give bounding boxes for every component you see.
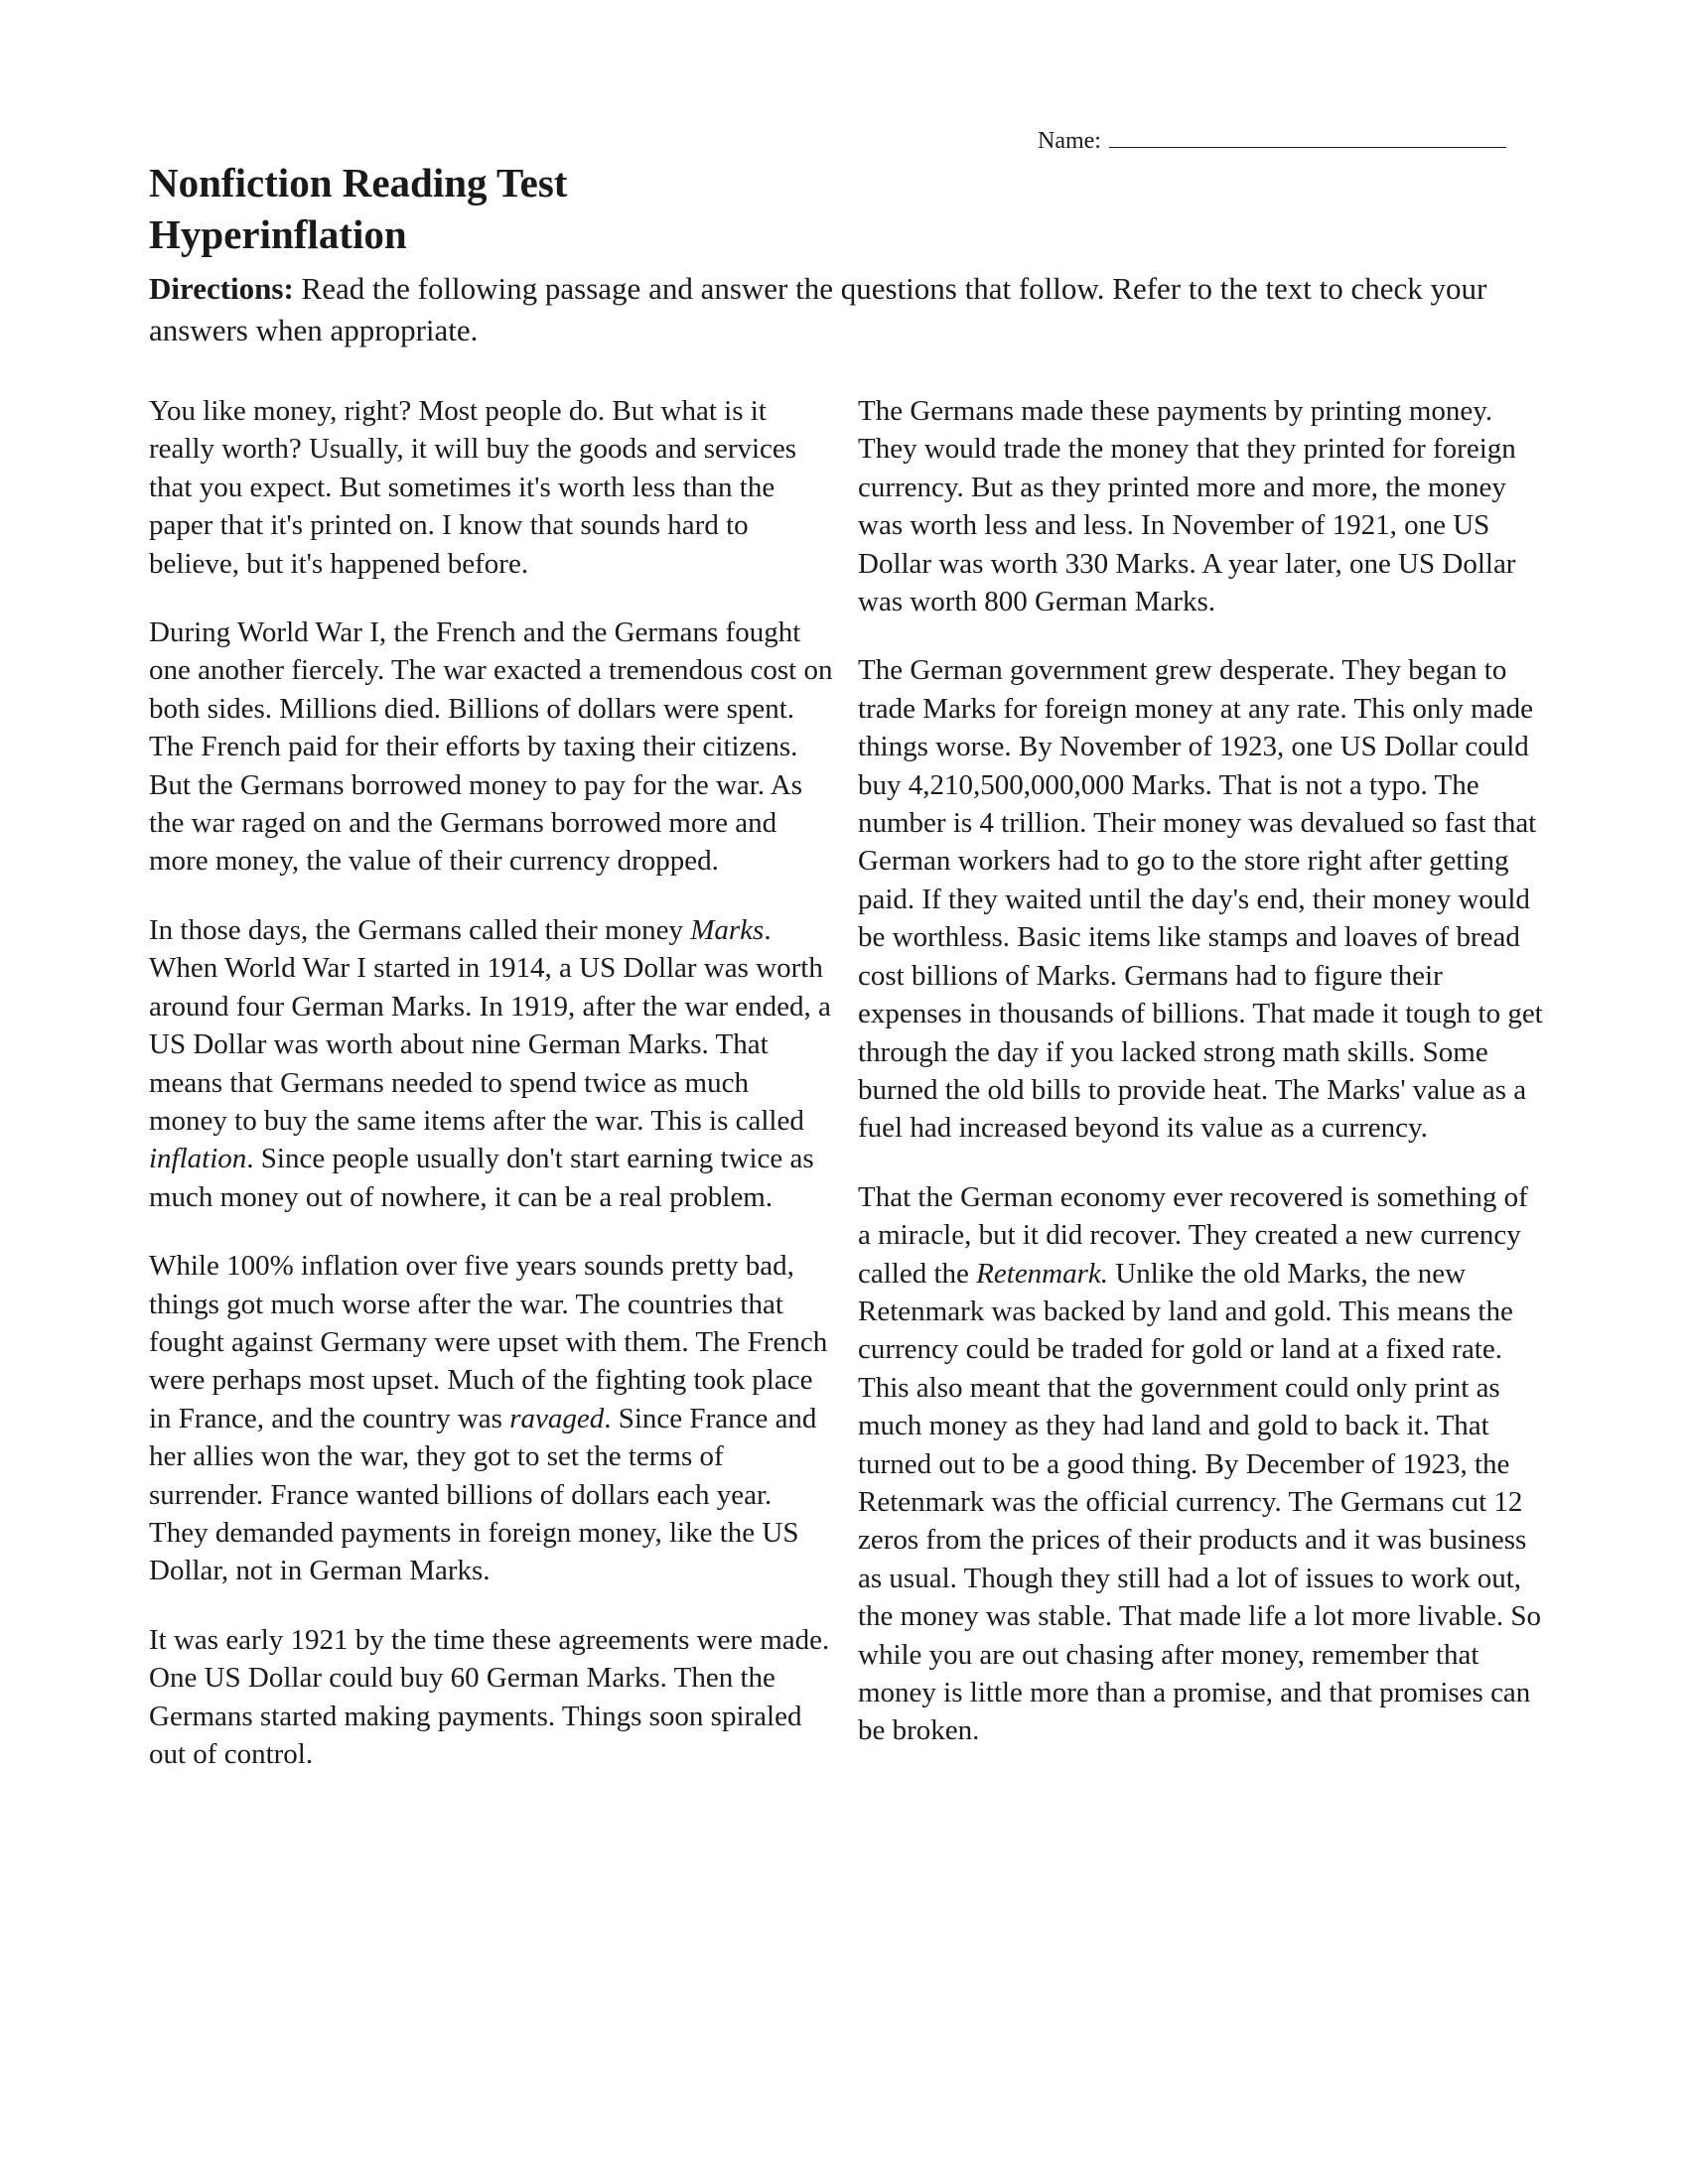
directions-label: Directions: bbox=[149, 271, 294, 306]
term-inflation: inflation bbox=[149, 1143, 247, 1175]
page-title: Nonfiction Reading Test bbox=[149, 160, 568, 205]
paragraph: The Germans made these payments by printing money. They would trade the money that they printed for foreign currency. But as they printed more and more, the money was worth less and less. In November of 1921, one US Dollar was worth 330 Marks. A year later, one US Dollar was worth 800 German Marks. bbox=[858, 395, 1516, 618]
paragraph: The German government grew desperate. They began to trade Marks for foreign money at any rate. This only made things worse. By November of 1923, one US Dollar could buy 4,210,500,000,000 Marks. That is not a typo. The number is 4 trillion. Their money was devalued so fast that German workers had to go to the store right after getting paid. If they waited until the day's end, their money would be worthless. Basic items like stamps and loaves of bread cost billions of Marks. Germans had to figure their expenses in thousands of billions. That made it tough to get through the day if you lacked strong math skills. Some burned the old bills to provide heat. The Marks' value as a fuel had increased beyond its value as a currency. bbox=[858, 654, 1543, 1145]
page-subtitle: Hyperinflation bbox=[149, 211, 407, 257]
title-block bbox=[149, 157, 1539, 260]
directions bbox=[149, 268, 1529, 351]
passage-left-column bbox=[149, 392, 834, 1804]
name-blank-line[interactable] bbox=[1109, 123, 1506, 148]
term-marks: Marks bbox=[690, 913, 765, 946]
name-field bbox=[1038, 123, 1506, 156]
paragraph: It was early 1921 by the time these agreements were made. One US Dollar could buy 60 German Marks. Then the Germans started making payments. Things soon spiraled out of control. bbox=[149, 1623, 830, 1770]
name-label: Name: bbox=[1038, 128, 1101, 154]
paragraph: During World War I, the French and the Germans fought one another fiercely. The war exacted a tremendous cost on both sides. Millions died. Billions of dollars were spent. The French paid for their efforts by taxing their citizens. But the Germans borrowed money to pay for the war. As the war raged on and the Germans borrowed more and more money, the value of their currency dropped. bbox=[149, 616, 833, 878]
directions-text: Read the following passage and answer the questions that follow. Refer to the text to check your answers when appropriate. bbox=[149, 271, 1487, 347]
paragraph: In those days, the Germans called their money Marks. When World War I started in 1914, a US Dollar was worth around four German Marks. In 1919, after the war ended, a US Dollar was worth about nine German Marks. That means that Germans needed to spend twice as much money to buy the same items after the war. This is called inflation. Since people usually don't start earning twice as much money out of nowhere, it can be a real problem. bbox=[149, 913, 831, 1213]
paragraph: While 100% inflation over five years sounds pretty bad, things got much worse after the war. The countries that fought against Germany were upset with them. The French were perhaps most upset. Much of the fighting took place in France, and the country was ravaged. Since France and her allies won the war, they got to set the terms of surrender. France wanted billions of dollars each year. They demanded payments in foreign money, like the US Dollar, not in German Marks. bbox=[149, 1250, 828, 1587]
term-ravaged: ravaged bbox=[509, 1402, 605, 1434]
passage-right-column bbox=[858, 392, 1543, 1781]
paragraph: You like money, right? Most people do. But what is it really worth? Usually, it will buy the goods and services that you expect. But sometimes it's worth less than the paper that it's printed on. I know that sounds hard to believe, but it's happened before. bbox=[149, 395, 797, 580]
term-retenmark: Retenmark. bbox=[976, 1257, 1109, 1290]
paragraph: That the German economy ever recovered is something of a miracle, but it did recover. They created a new currency called the Retenmark. Unlike the old Marks, the new Retenmark was backed by land and gold. This means the currency could be traded for gold or land at a fixed rate. This also meant that the government could only print as much money as they had land and gold to back it. That turned out to be a good thing. By December of 1923, the Retenmark was the official currency. The Germans cut 12 zeros from the prices of their products and it was business as usual. Though they still had a lot of issues to work out, the money was stable. That made life a lot more livable. So while you are out chasing after money, remember that money is little more than a promise, and that promises can be broken. bbox=[858, 1180, 1542, 1747]
